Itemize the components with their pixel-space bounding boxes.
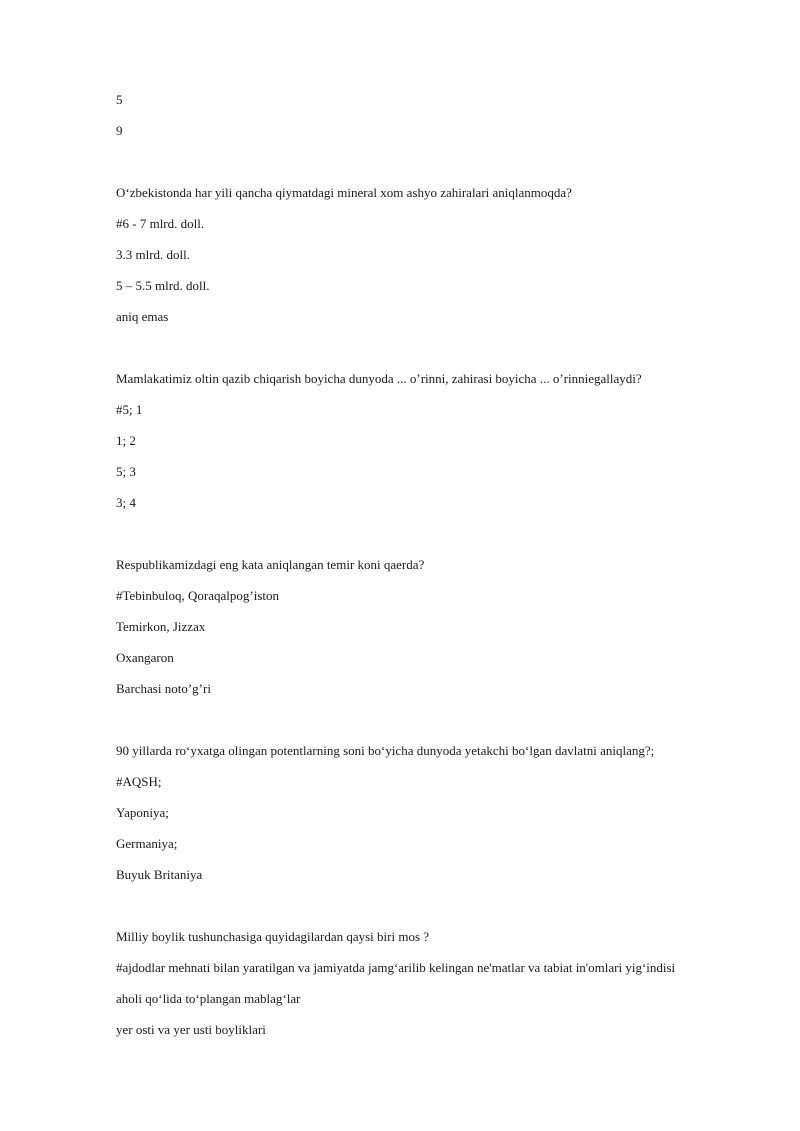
answer-option: #5; 1 [116,402,143,417]
question-text: Respublikamizdagi eng kata aniqlangan temir koni qaerda? [116,557,425,572]
answer-option: aniq emas [116,309,169,324]
answer-option: Yaponiya; [116,805,169,820]
answer-option: 3; 4 [116,495,136,510]
answer-option: Buyuk Britaniya [116,867,203,882]
answer-option: 5; 3 [116,464,136,479]
answer-option: #ajdodlar mehnati bilan yaratilgan va jamiyatda jamg‘arilib kelingan ne'matlar va tabiat in'omlari yig‘indisi [116,960,676,975]
answer-option: 3.3 mlrd. doll. [116,247,191,262]
answer-option: yer osti va yer usti boyliklari [116,1022,266,1037]
answer-option: Barchasi noto’g’ri [116,681,211,696]
answer-option: 5 [116,92,123,107]
question-text: Milliy boylik tushunchasiga quyidagilardan qaysi biri mos ? [116,929,430,944]
answer-option: Oxangaron [116,650,174,665]
answer-option: 5 – 5.5 mlrd. doll. [116,278,210,293]
answer-option: 9 [116,123,123,138]
answer-option: Temirkon, Jizzax [116,619,206,634]
answer-option: Germaniya; [116,836,178,851]
answer-option: aholi qo‘lida to‘plangan mablag‘lar [116,991,301,1006]
question-text: Mamlakatimiz oltin qazib chiqarish boyicha dunyoda ... o’rinni, zahirasi boyicha ... o’rinniegallaydi? [116,371,642,386]
answer-option: #6 - 7 mlrd. doll. [116,216,205,231]
answer-option: 1; 2 [116,433,136,448]
answer-option: #AQSH; [116,774,162,789]
question-text: O‘zbekistonda har yili qancha qiymatdagi mineral xom ashyo zahiralari aniqlanmoqda? [116,185,572,200]
answer-option: #Tebinbuloq, Qoraqalpog’iston [116,588,280,603]
question-text: 90 yillarda ro‘yxatga olingan potentlarning soni bo‘yicha dunyoda yetakchi bo‘lgan davlatni aniqlang?; [116,743,655,758]
